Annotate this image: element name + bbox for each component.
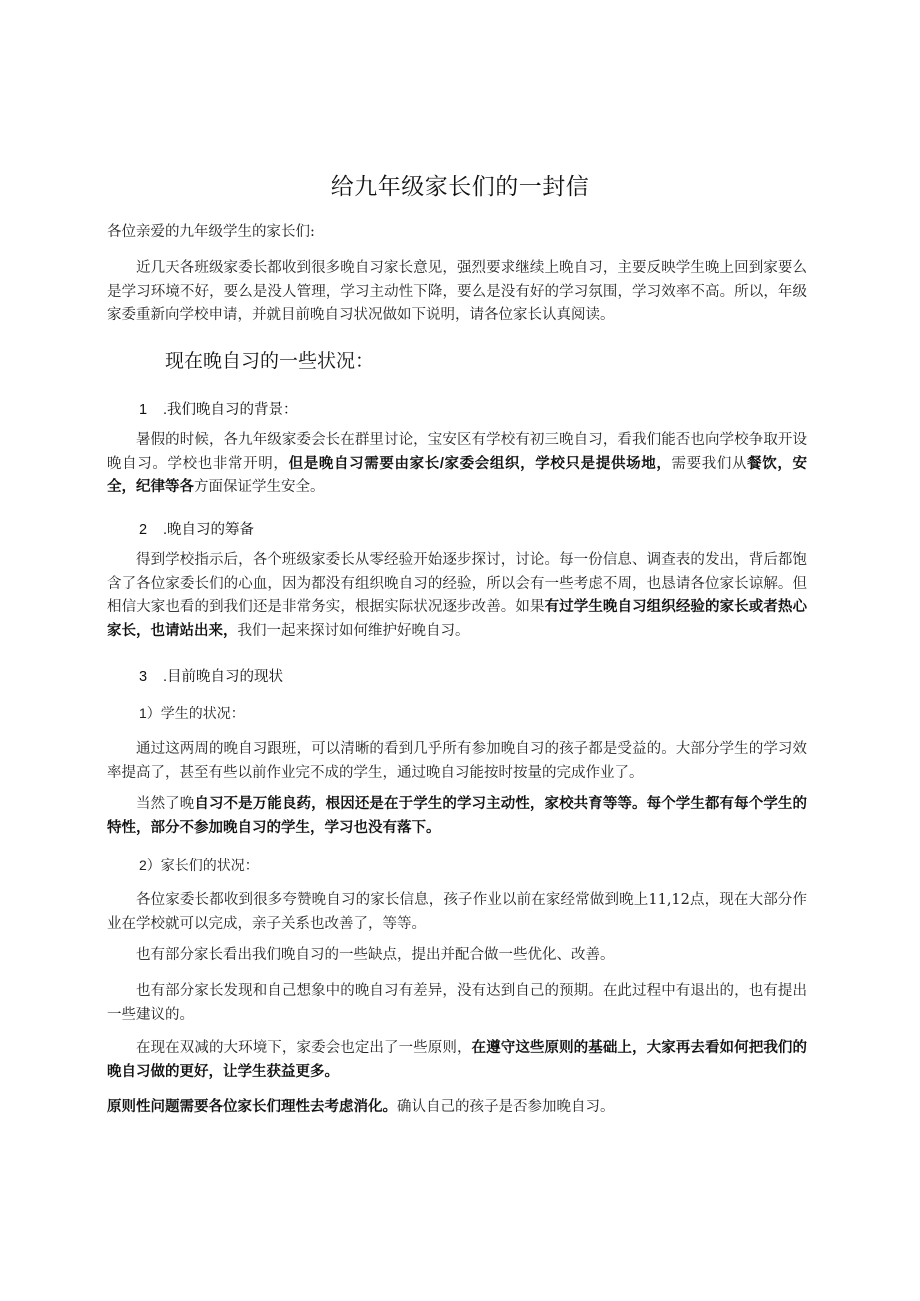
subsection-1-title: .我们晚自习的背景： (163, 402, 298, 418)
parents-p4-bold: 在遵守这些原则的基础上，大家再去看如何把我们的晚自习做的更好，让学生获益更多。 (107, 1040, 808, 1080)
parents-paragraph-2: 也有部分家长看出我们晚自习的一些缺点，提出并配合做一些优化、改善。 (136, 947, 615, 963)
subsection-2-heading (139, 518, 254, 539)
document-title: 给九年级家长们的一封信 (330, 174, 590, 200)
students-p2-bold: 自习不是万能良药，根因还是在于学生的学习主动性，家校共育等等。每个学生都有每个学生的特性，部分不参加晚自习的学生，学习也没有落下。 (107, 796, 807, 836)
parents-paragraph-3: 也有部分家长发现和自己想象中的晚自习有差异，没有达到自己的预期。在此过程中有退出的，也有提出一些建议的。 (107, 983, 807, 1023)
closing-bold: 原则性问题需要各位家长们理性去考虑消化。 (107, 1099, 397, 1115)
s1-text-c: 需要我们从 (671, 455, 748, 472)
s1-text-a: 暑假的时候，各九年级家委会长在群里讨论，宝安区有学校有初三晚自习，看我们能否也向学校争取开设晚自习。学校也非常开明， (107, 432, 807, 472)
s2-bold-b: 有过学生晚自习组织经验的家长或者热心家长，也请站出来， (107, 599, 808, 639)
students-status-heading: 1）学生的状况： (139, 705, 245, 721)
closing-paragraph (107, 1096, 807, 1120)
s1-bold-d: 餐饮，安全，纪律等各 (107, 455, 808, 495)
s1-text-e: 方面保证学生安全。 (194, 479, 325, 495)
parents-p4-text: 在现在双减的大环境下，家委会也定出了一些原则， (136, 1040, 472, 1056)
students-p2-text: 当然了晚 (136, 796, 195, 812)
s2-text-a: 得到学校指示后，各个班级家委长从零经验开始逐步探讨，讨论。每一份信息、调查表的发出，背后都饱含了各位家委长们的心血，因为都没有组织晚自习的经验，所以会有一些考虑不周，也恳请各位家长谅解。但相信大家也看的到我们还是非常务实，根据实际状况逐步改善。如果 (107, 552, 807, 615)
students-paragraph-1: 通过这两周的晚自习跟班，可以清晰的看到几乎所有参加晚自习的孩子都是受益的。大部分学生的学习效率提高了，甚至有些以前作业完不成的学生，通过晚自习能按时按量的完成作业了。 (107, 741, 807, 781)
subsection-3-heading (139, 665, 283, 686)
parents-paragraph-1: 各位家委长都收到很多夸赞晚自习的家长信息，孩子作业以前在家经常做到晚上11,12点，现在大部分作业在学校就可以完成，亲子关系也改善了，等等。 (107, 892, 807, 932)
s1-bold-b: 但是晚自习需要由家长/家委会组织，学校只是提供场地， (288, 455, 672, 472)
subsection-2-paragraph (107, 549, 807, 643)
subsection-1-paragraph (107, 429, 807, 500)
salutation: 各位亲爱的九年级学生的家长们: (107, 224, 315, 240)
subsection-1-heading (139, 398, 298, 419)
subsection-3-number: 3 (139, 669, 148, 685)
closing-text: 确认自己的孩子是否参加晚自习。 (397, 1099, 615, 1115)
subsection-2-number: 2 (139, 522, 148, 538)
subsection-2-title: .晚自习的筹备 (163, 522, 255, 538)
section-title: 现在晚自习的一些状况： (165, 351, 375, 372)
s2-text-c: 我们一起来探讨如何维护好晚自习。 (237, 622, 470, 639)
subsection-3-title: .目前晚自习的现状 (163, 669, 284, 685)
parents-status-heading: 2）家长们的状况： (139, 857, 259, 873)
subsection-1-number: 1 (139, 402, 148, 418)
intro-paragraph: 近几天各班级家委长都收到很多晚自习家长意见，强烈要求继续上晚自习，主要反映学生晚上回到家要么是学习环境不好，要么是没人管理，学习主动性下降，要么是没有好的学习氛围，学习效率不高。所以，年级家委重新向学校申请，并就目前晚自习状况做如下说明，请各位家长认真阅读。 (107, 260, 807, 323)
students-paragraph-2 (107, 793, 807, 840)
parents-paragraph-4 (107, 1037, 807, 1084)
